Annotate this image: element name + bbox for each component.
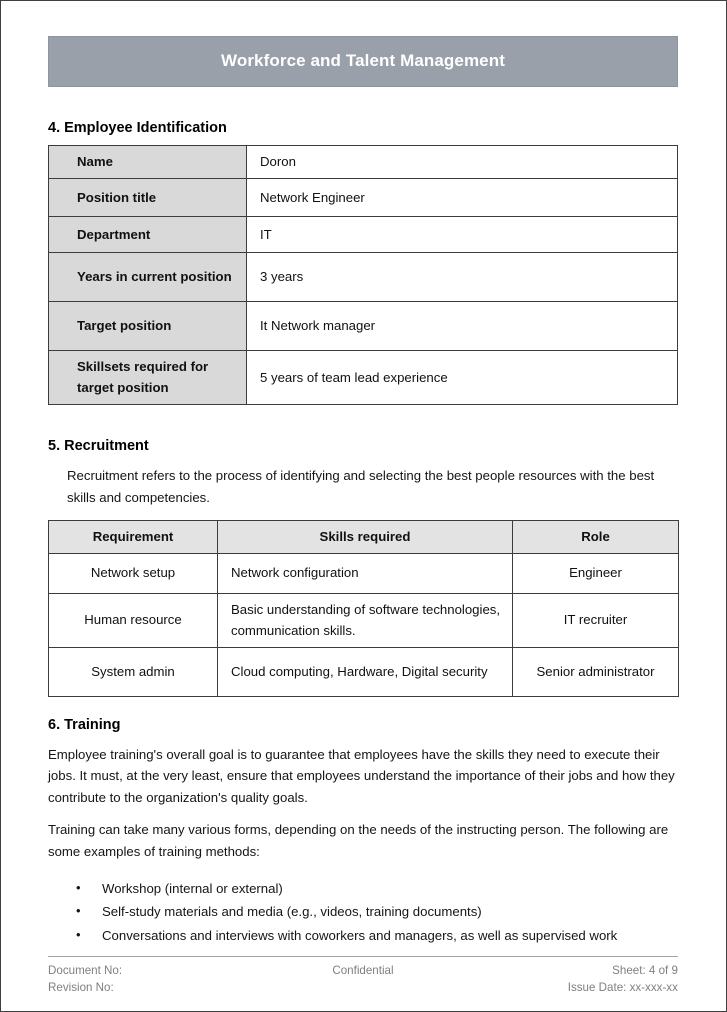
footer-revision-no: Revision No: <box>48 981 114 995</box>
spacer <box>48 405 678 438</box>
row-value: It Network manager <box>247 302 678 351</box>
table-row <box>49 648 679 697</box>
row-label: Skillsets required for target position <box>49 351 247 405</box>
training-methods-list <box>48 878 678 946</box>
spacer <box>48 808 678 819</box>
row-value: IT <box>247 217 678 253</box>
table-header-row <box>49 521 679 554</box>
row-label: Position title <box>49 179 247 217</box>
document-title-banner: Workforce and Talent Management <box>48 36 678 87</box>
cell-role: Senior administrator <box>513 648 679 697</box>
heading-recruitment: 5. Recruitment <box>48 438 149 455</box>
row-value: Network Engineer <box>247 179 678 217</box>
footer-spacer <box>258 979 468 996</box>
table-row <box>49 554 679 594</box>
table-row <box>49 594 679 648</box>
document-content <box>48 36 678 948</box>
column-header-role: Role <box>513 521 679 554</box>
table-row <box>49 253 678 302</box>
spacer <box>48 87 678 120</box>
list-item: • Conversations and interviews with coworkers and managers, as well as supervised work <box>76 925 678 946</box>
heading-training: 6. Training <box>48 717 121 734</box>
cell-role: Engineer <box>513 554 679 594</box>
training-paragraph-2: Training can take many various forms, depending on the needs of the instructing person. The following are some examples of training methods: <box>48 822 669 859</box>
column-header-requirement: Requirement <box>49 521 218 554</box>
table-row <box>49 351 678 405</box>
list-item: • Workshop (internal or external) <box>76 878 678 899</box>
table-row <box>49 179 678 217</box>
table-row <box>49 302 678 351</box>
heading-employee-identification: 4. Employee Identification <box>48 120 227 136</box>
table-row <box>49 217 678 253</box>
footer-document-no: Document No: <box>48 964 123 977</box>
table-row <box>49 146 678 179</box>
row-value: Doron <box>247 146 678 179</box>
column-header-skills-required: Skills required <box>218 521 513 554</box>
row-value: 5 years of team lead experience <box>247 351 678 405</box>
cell-role: IT recruiter <box>513 594 679 648</box>
footer-row-top <box>48 962 678 979</box>
training-paragraph-1: Employee training's overall goal is to guarantee that employees have the skills they need to execute their jobs. It must, at the very least, ensure that employees understand the importance of their jobs and how they contribute to the organization's quality goals. <box>48 747 675 805</box>
list-item: • Self-study materials and media (e.g., videos, training documents) <box>76 901 678 922</box>
spacer <box>48 454 678 465</box>
footer-row-bottom <box>48 979 678 996</box>
spacer <box>48 733 678 744</box>
row-value: 3 years <box>247 253 678 302</box>
recruitment-intro-paragraph: Recruitment refers to the process of identifying and selecting the best people resources with the best skills and competencies. <box>67 468 655 505</box>
page-footer <box>48 956 678 997</box>
cell-skills: Basic understanding of software technologies, communication skills. <box>218 594 513 648</box>
footer-sheet-number: Sheet: 4 of 9 <box>612 964 678 977</box>
row-label: Years in current position <box>49 253 247 302</box>
cell-requirement: System admin <box>49 648 218 697</box>
cell-skills: Cloud computing, Hardware, Digital security <box>218 648 513 697</box>
row-label: Name <box>49 146 247 179</box>
footer-confidential: Confidential <box>332 964 394 977</box>
recruitment-table <box>48 520 679 697</box>
row-label: Department <box>49 217 247 253</box>
spacer <box>48 697 678 717</box>
row-label: Target position <box>49 302 247 351</box>
cell-requirement: Network setup <box>49 554 218 594</box>
footer-issue-date: Issue Date: xx-xxx-xx <box>567 981 678 995</box>
cell-skills: Network configuration <box>218 554 513 594</box>
employee-identification-table <box>48 145 678 405</box>
cell-requirement: Human resource <box>49 594 218 648</box>
